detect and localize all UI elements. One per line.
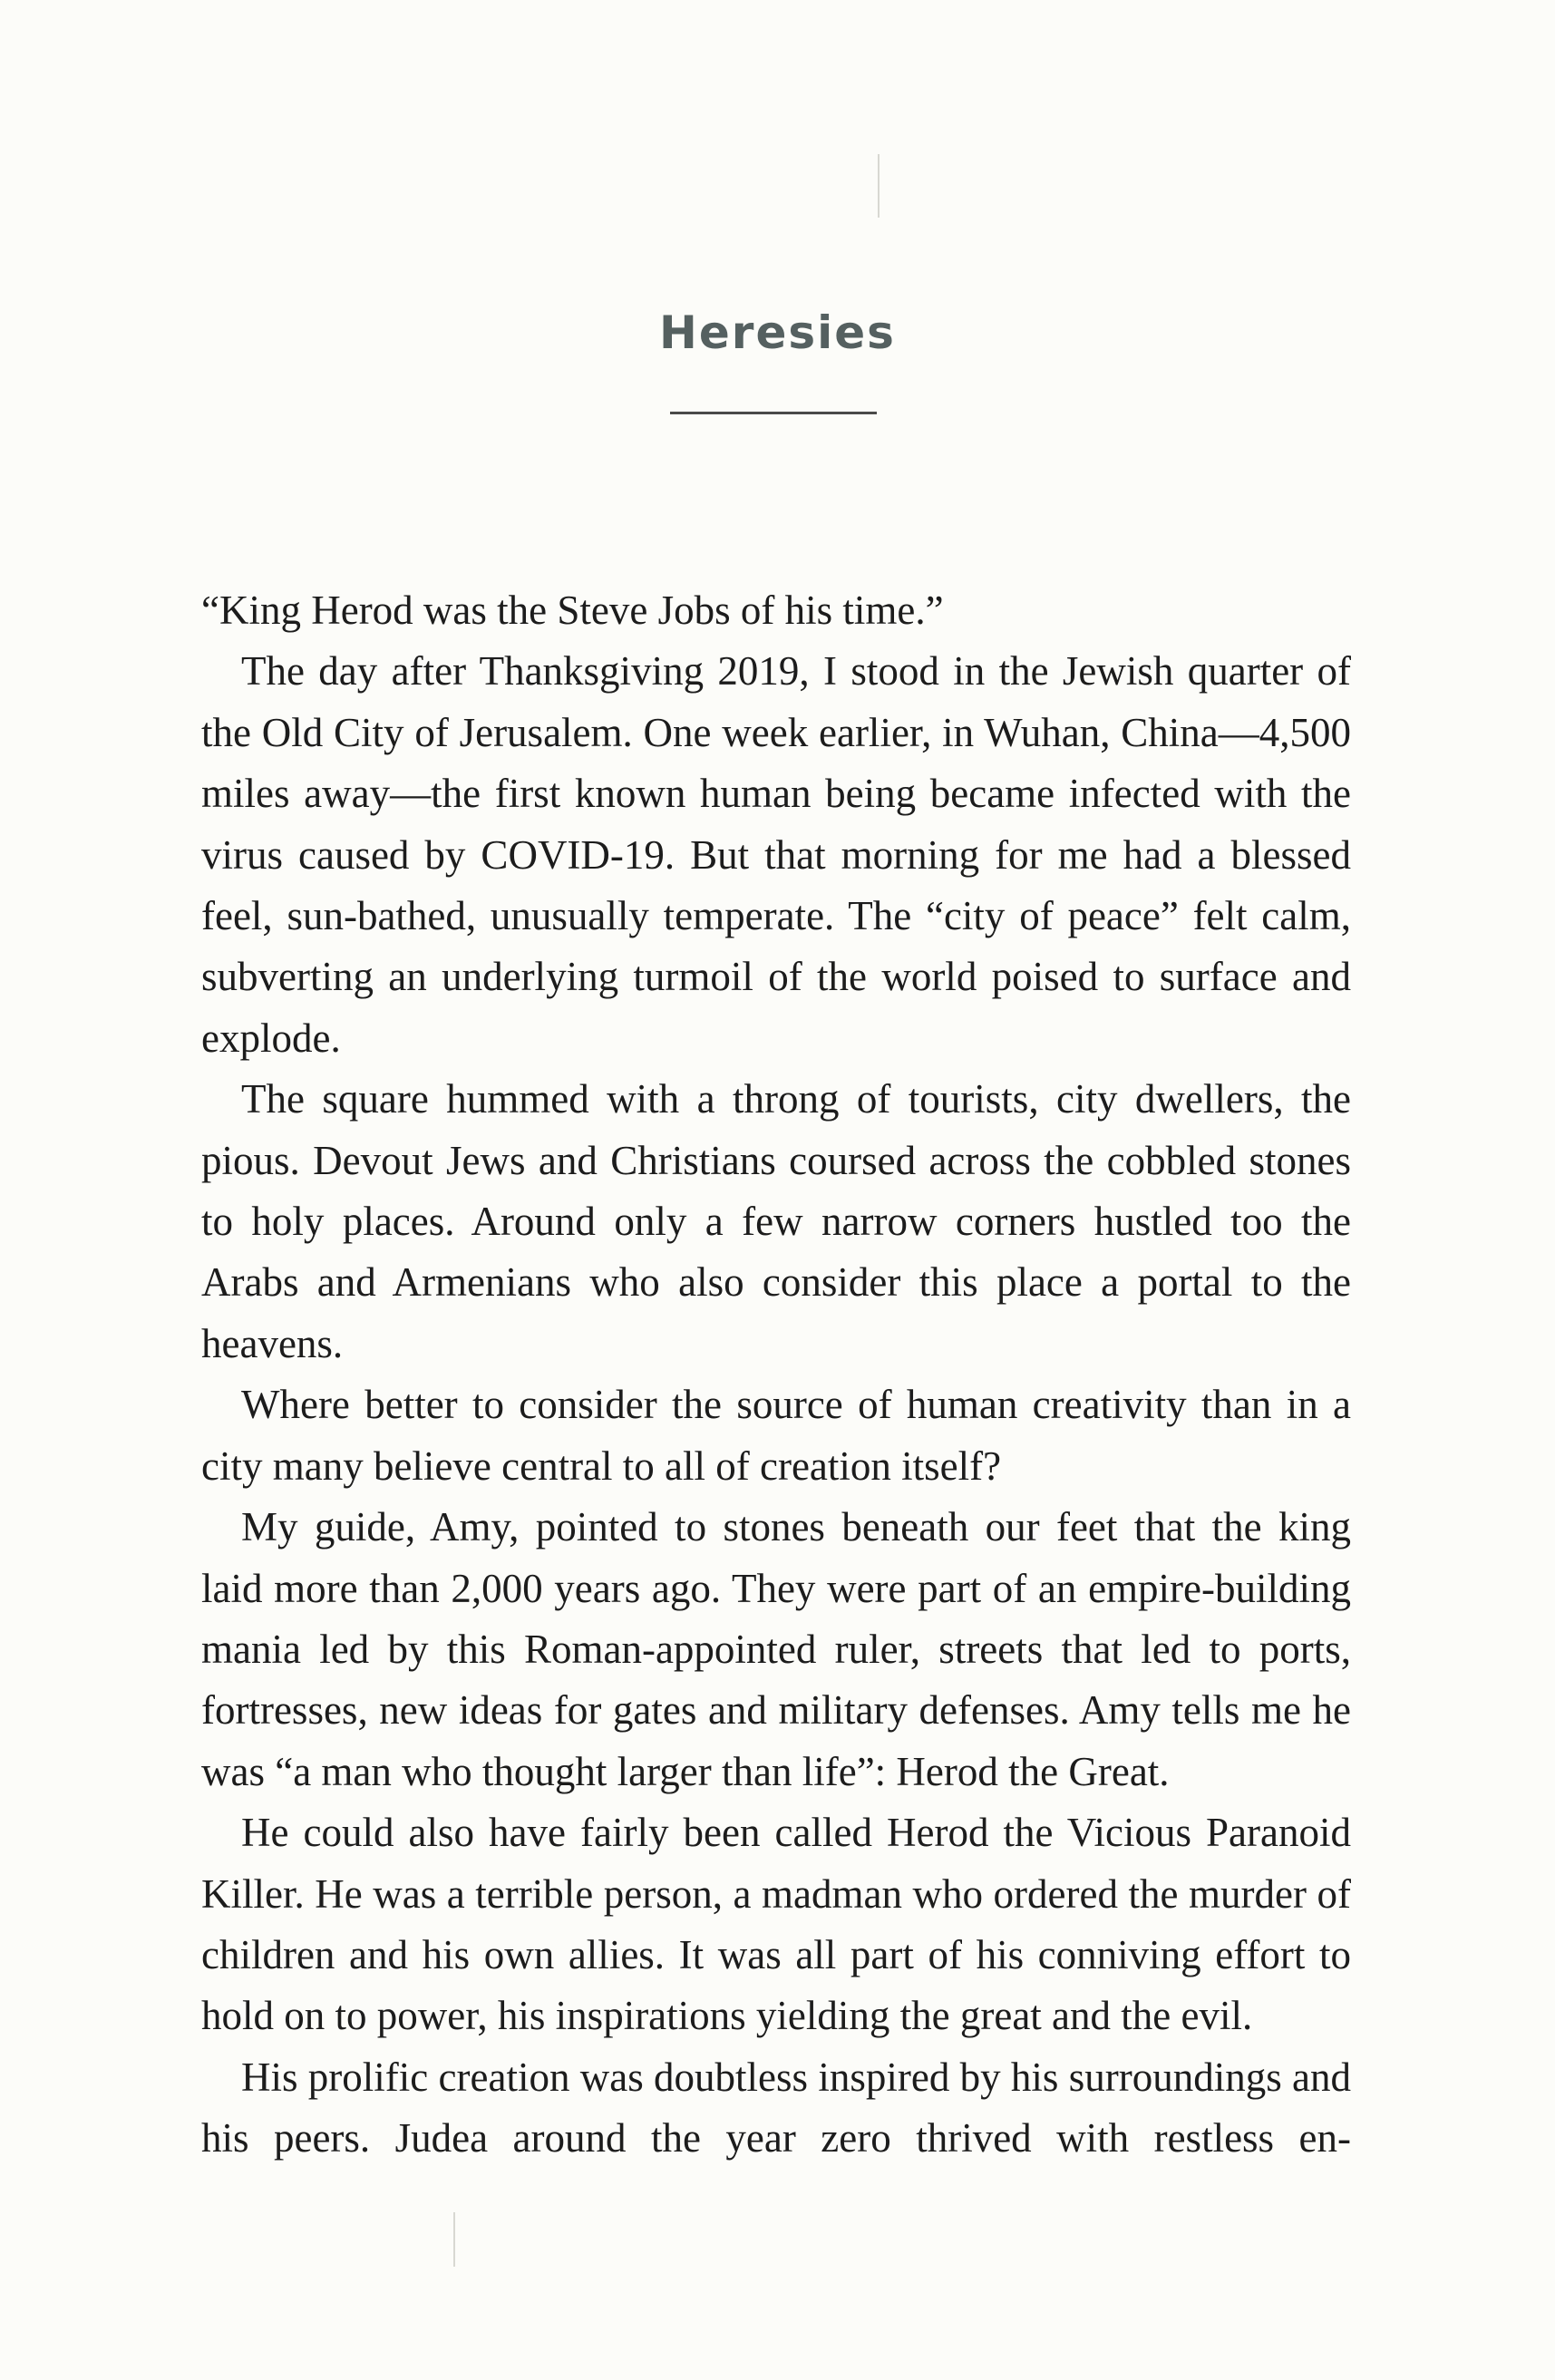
paragraph: My guide, Amy, pointed to stones beneath our feet that the king laid more than 2,000 years ago. They were part of an empire-building mania led by this Roman-appointed ruler, streets that led to ports, fortresses, new ideas for gates and military defenses. Amy tells me he was “a man who thought larger than life”: Herod the Great.	[201, 1504, 1351, 1794]
paragraph: Where better to consider the source of human creativity than in a city many believe central to all of creation itself?	[201, 1382, 1351, 1489]
paragraph: The day after Thanksgiving 2019, I stood in the Jewish quarter of the Old City of Jerusalem. One week earlier, in Wuhan, China—4,500 miles away—the first known human being became infected with the virus caused by COVID-19. But that morning for me had a blessed feel, sun-bathed, unusually temperate. The “city of peace” felt calm, subverting an underlying turmoil of the world poised to surface and explode.	[201, 648, 1351, 1061]
scan-artifact-top	[878, 154, 880, 218]
body-text	[201, 580, 1351, 2170]
paragraph: The square hummed with a throng of tourists, city dwellers, the pious. Devout Jews and Christians coursed across the cobbled stones to holy places. Around only a few narrow corners hustled too the Arabs and Armenians who also consider this place a portal to the heavens.	[201, 1076, 1351, 1366]
title-divider	[670, 412, 877, 414]
scan-artifact-bottom	[453, 2212, 455, 2267]
chapter-title: Heresies	[659, 306, 896, 359]
paragraph: “King Herod was the Steve Jobs of his time.”	[201, 588, 944, 633]
paragraph: His prolific creation was doubtless inspired by his surroundings and his peers. Judea around the year zero thrived with restless en-	[201, 2054, 1351, 2161]
paragraph: He could also have fairly been called Herod the Vicious Paranoid Killer. He was a terrible person, a madman who ordered the murder of children and his own allies. It was all part of his conniving effort to hold on to power, his inspirations yielding the great and the evil.	[201, 1810, 1351, 2039]
